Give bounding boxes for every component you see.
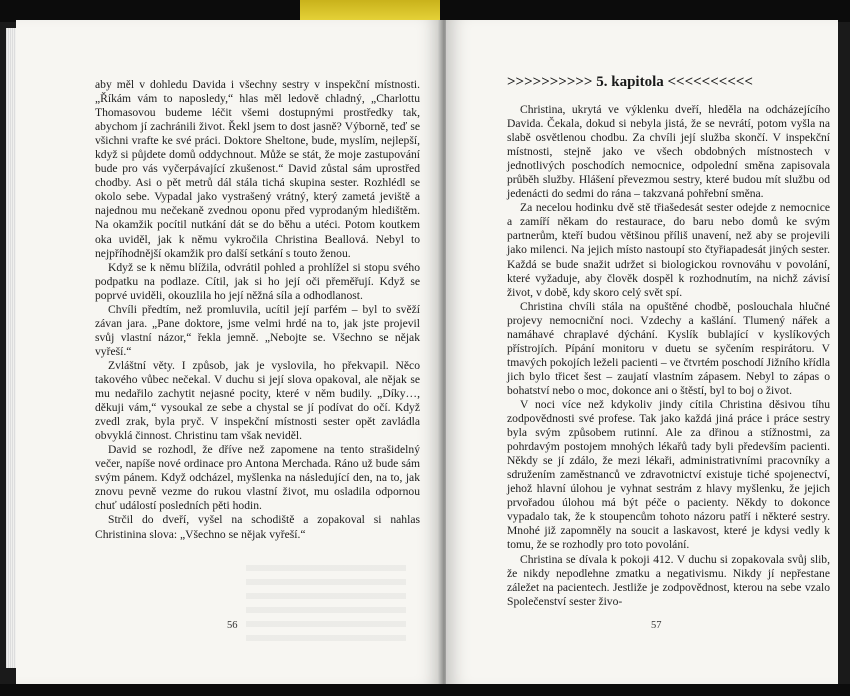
- left-page-body: [95, 78, 420, 542]
- left-page-number: 56: [227, 620, 238, 631]
- right-page-body: [507, 103, 830, 609]
- right-paragraph-5: Christina se dívala k pokoji 412. V duchu si zopakovala svůj slib, že nikdy nepodlehne zmatku a negativismu. Nikdy jí nepřestane záležet na pacientech. Jestliže je zodpovědnost, kterou na sebe vzalo Společenství sester živo-: [507, 552, 830, 608]
- right-paragraph-1: Christina, ukrytá ve výklenku dveří, hleděla na odcházejícího Davida. Čekala, dokud si nebyla jistá, že se nevrátí, potom vyšla na slabě osvětlenou chodbu. Za chvíli její služba skončí. V inspekční místnosti, stejně jako ve všech obdobných místnostech v jednotlivých poschodích nemocnice, odpolední směna zapisovala průběh služby. Hlášení převezmou sestry, které budou mít službu od jedenácti do sedmi do rána – takzvaná pohřební směna.: [507, 103, 830, 201]
- right-page: [446, 20, 838, 684]
- right-paragraph-3: Christina chvíli stála na opuštěné chodbě, poslouchala hlučné projevy nemocniční noci. Vzdechy a kašlání. Tlumený nářek a namáhavé chraplavé dýchání. Kyslík bublající v kyslíkových přístrojích. Pípání monitoru v duetu se syčením respirátoru. V tmavých pokojích leželi pacienti – ve čtvrtém poschodí Jižního křídla jich bylo třicet šest – zaujatí vlastním zápasem. Nebyl to zápas o bohatství nebo o moc, dokonce ani o štěstí, byl to boj o život.: [507, 299, 830, 397]
- left-paragraph-3: Chvíli předtím, než promluvila, ucítil její parfém – byl to svěží závan jara. „Pane doktore, jsme velmi hrdé na to, jak jste projevil svůj vlastní názor,“ řekla jemně. „Nebojte se. Všechno se nějak vyřeší.“: [95, 302, 420, 358]
- left-paragraph-5: David se rozhodl, že dříve než zapomene na tento strašidelný večer, napíše nové ordinace pro Antona Merchada. Ráno už bude sám svým pánem. Když odcházel, myšlenka na následující den, na to, jak znovu pevně vezme do rukou vlastní život, mu osladila odpornou chuť událostí posledních pěti hodin.: [95, 443, 420, 513]
- left-paragraph-6: Strčil do dveří, vyšel na schodiště a zopakoval si nahlas Christinina slova: „Všechno se nějak vyřeší.“: [95, 513, 420, 541]
- book-bottom-edge: [0, 684, 850, 696]
- left-page: [16, 20, 442, 684]
- chapter-heading: >>>>>>>>>> 5. kapitola <<<<<<<<<<: [507, 74, 753, 90]
- right-paragraph-2: Za necelou hodinku dvě stě třiašedesát sester odejde z nemocnice a zamíří někam do restaurace, do baru nebo domů ke svým partnerům, kteří budou většinou příliš unavení, než aby se projevili jako milenci. Na jejich místo nastoupí sto čtyřiapadesát jiných sester. Každá se bude snažit udržet si biologickou rovnováhu v povolání, které vyžaduje, aby člověk dospěl k rozhodnutím, na nichž závisí život, v době, kdy skoro celý svět spí.: [507, 201, 830, 299]
- book-cover-edge: [300, 0, 440, 22]
- show-through-text: [246, 565, 406, 645]
- left-paragraph-1: aby měl v dohledu Davida i všechny sestry v inspekční místnosti. „Říkám vám to naposledy,“ hlas měl ledově chladný, „Charlottu Thomasovou budeme léčit všemi dostupnými prostředky tak, abychom jí zachránili život. Řekl jsem to dost jasně? Výborně, teď se všichni vrafte ke své práci. Doktore Sheltone, bude, myslím, nejlepší, když si půjdete domů oddychnout. Může se stát, že moje zastupování bude pro vás vyčerpávající zkušenost.“ David zůstal sám uprostřed chodby. Asi o pět metrů dál stála tichá skupina sester. Rozhlédl se okolo sebe. Vypadal jako vystrašený vrátný, který zametá jeviště a najednou mu nečekaně zvednou oponu před vyprodaným hledištěm. Na okamžik pocítil nutkání dát se do běhu a utéci. Potom koutkem oka uviděl, jak k němu vykročila Christina Beallová. Nebyl to nejpříhodnější okamžik pro další setkání s touto ženou.: [95, 78, 420, 260]
- right-paragraph-4: V noci více než kdykoliv jindy cítila Christina děsivou tíhu zodpovědnosti své profese. Tak jako každá jiná práce i práce sestry byla svým způsobem rutinní. Ale za dřinou a stížnostmi, za pohrdavým postojem mnohých lékařů tady byli především pacienti. Někdy se jí zdálo, že mezi lékaři, administrativními pracovníky a sdružením zaměstnanců ve zdravotnictví existuje tiché spojenectví, jehož hlavní úlohou je vyhnat sestrám z hlavy myšlenku, že jejich prvořadou úlohou má být péče o pacienty. Někdy to dokonce vypadalo tak, že k stoupencům tohoto názoru patří i některé sestry. Mnohé již zapomněly na soucit a laskavost, které je kdysi vedly k tomu, že se rozhodly pro toto povolání.: [507, 397, 830, 552]
- left-paragraph-2: Když se k němu blížila, odvrátil pohled a prohlížel si stopu svého podpatku na podlaze. Cítil, jak si ho její oči přeměřují. Když se poprvé uviděli, okouzlila ho její něžná síla a odhodlanost.: [95, 260, 420, 302]
- left-paragraph-4: Zvláštní věty. I způsob, jak je vyslovila, ho překvapil. Něco takového vůbec nečekal. V duchu si její slova opakoval, ale nějak se mu nedařilo zachytit nejasné pocity, které v něm budily. „Díky…, děkuji vám,“ vysoukal ze sebe a chystal se jí podívat do očí. Když zvedl zrak, byla pryč. V inspekční místnosti sester opět zavládla obvyklá činnost. Christinu tam však neviděl.: [95, 358, 420, 443]
- right-page-number: 57: [651, 620, 662, 631]
